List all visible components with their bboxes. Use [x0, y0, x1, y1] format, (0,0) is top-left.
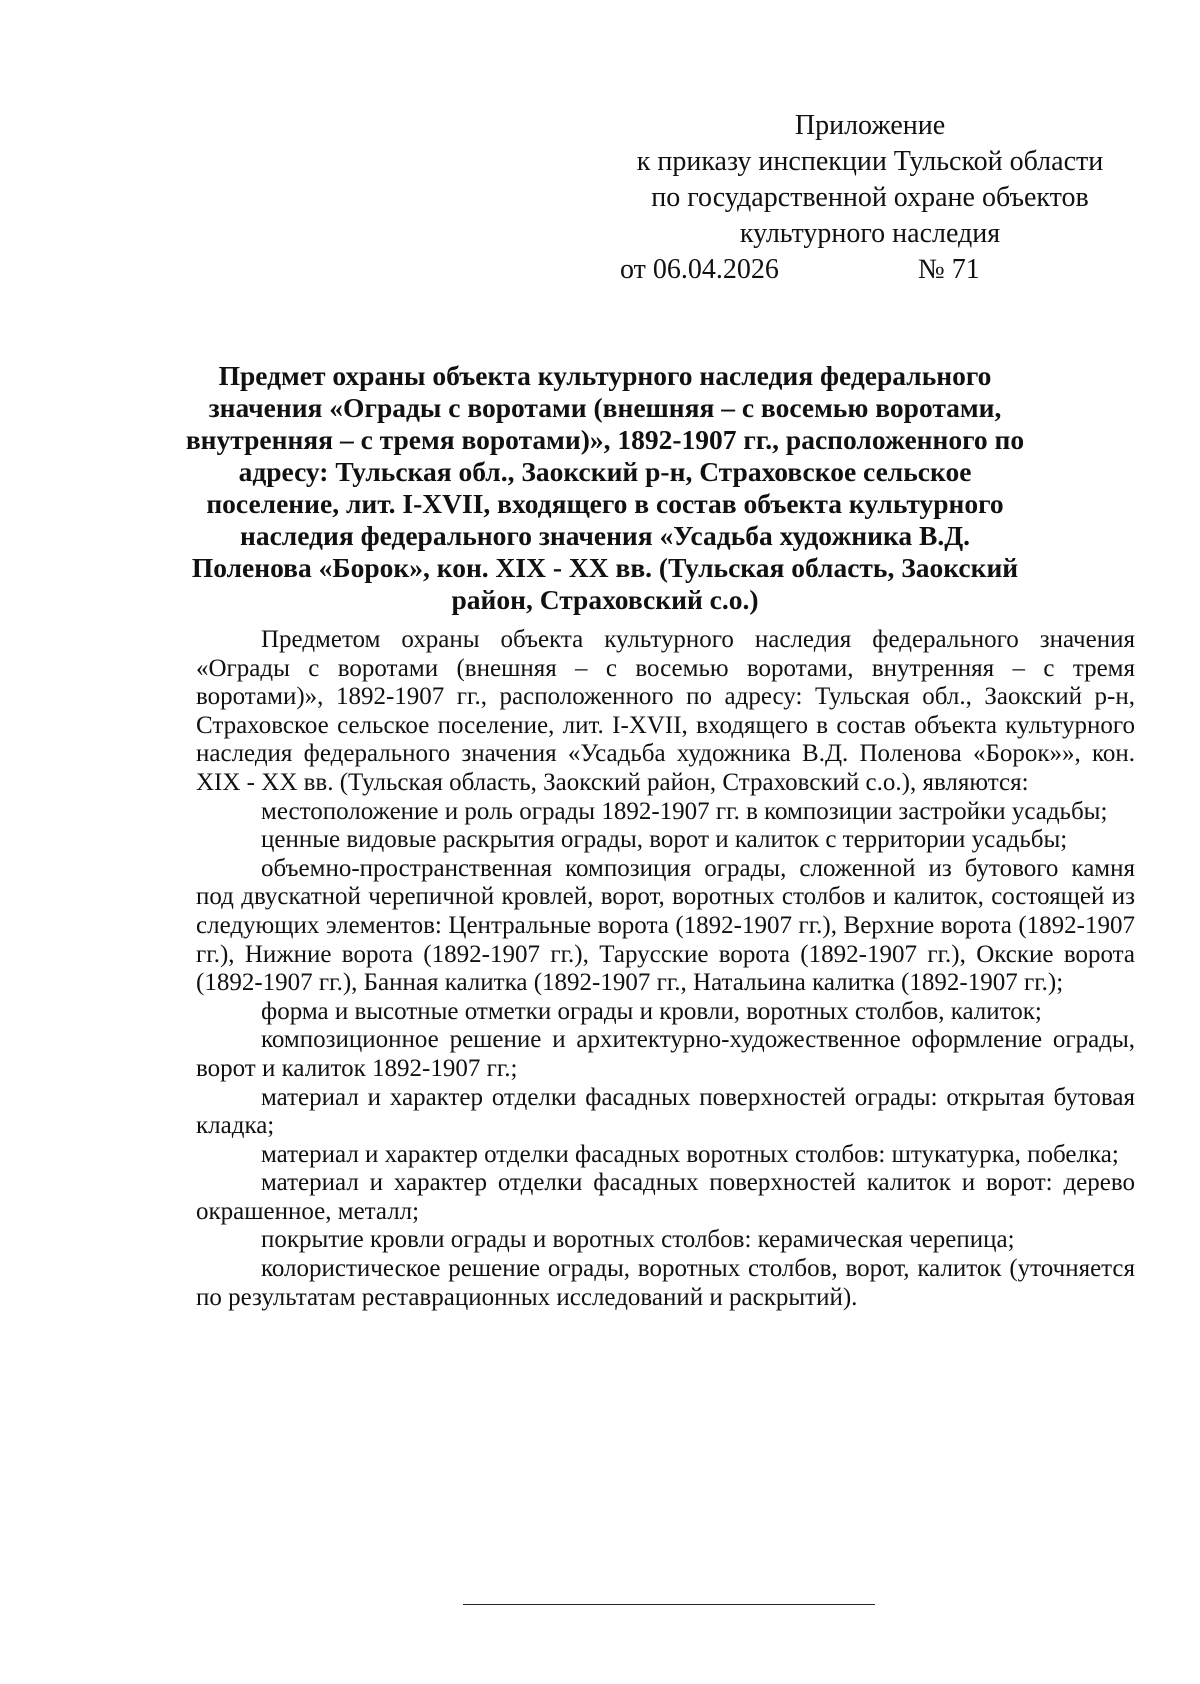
list-item-form: форма и высотные отметки ограды и кровли, воротных столбов, калиток;: [261, 997, 1042, 1025]
appendix-title: Приложение: [794, 110, 946, 141]
order-date: от 06.04.2026: [620, 254, 779, 285]
intro-paragraph: Предметом охраны объекта культурного наследия федерального значения «Ограды с воротами (внешняя – с восемью воротами, внутренняя – с тремя воротами)», 1892-1907 гг., расположенного по адресу: Тульская обл., Заокский р-н, Страховское сельское поселение, лит. I-XVII, входящего в состав объекта культурного наследия федерального значения «Усадьба художника В.Д. Поленова «Борок»», кон. XIX - XX вв. (Тульская область, Заокский район, Страховский с.о.), являются:: [196, 626, 1135, 796]
appendix-line-heritage: культурного наследия: [739, 218, 1001, 249]
appendix-header: [600, 108, 1140, 288]
list-item-fence-material: материал и характер отделки фасадных поверхностей ограды: открытая бутовая кладка;: [196, 1083, 1135, 1140]
list-item-architecture: композиционное решение и архитектурно-художественное оформление ограды, ворот и калиток 1892-1907 гг.;: [196, 1026, 1135, 1082]
list-item-coloring: колористическое решение ограды, воротных столбов, ворот, калиток (уточняется по результатам реставрационных исследований и раскрытий).: [196, 1255, 1135, 1311]
list-item-pillar-material: материал и характер отделки фасадных воротных столбов: штукатурка, побелка;: [261, 1140, 1119, 1168]
list-item-views: ценные видовые раскрытия ограды, ворот и калиток с территории усадьбы;: [261, 826, 1068, 854]
list-item-roofing: покрытие кровли ограды и воротных столбов: керамическая черепица;: [261, 1226, 1015, 1254]
appendix-date-row: [600, 252, 1140, 288]
appendix-line-order: к приказу инспекции Тульской области: [636, 146, 1104, 177]
document-title: Предмет охраны объекта культурного наследия федерального значения «Ограды с воротами (внешняя – с восемью воротами, внутренняя – с тремя воротами)», 1892-1907 гг., расположенного по адресу: Тульская обл., Заокский р-н, Страховское сельское поселение, лит. I-XVII, входящего в состав объекта культурного наследия федерального значения «Усадьба художника В.Д. Поленова «Борок», кон. XIX - XX вв. (Тульская область, Заокский район, Страховский с.о.): [185, 360, 1025, 615]
appendix-line-protection: по государственной охране объектов: [651, 182, 1089, 213]
list-item-composition: объемно-пространственная композиция ограды, сложенной из бутового камня под двускатной черепичной кровлей, ворот, воротных столбов и калиток, состоящей из следующих элементов: Центральные ворота (1892-1907 гг.), Верхние ворота (1892-1907 гг.), Нижние ворота (1892-1907 гг.), Тарусские ворота (1892-1907 гг.), Окские ворота (1892-1907 гг.), Банная калитка (1892-1907 гг., Натальина калитка (1892-1907 гг.);: [196, 854, 1135, 997]
list-item-location: местоположение и роль ограды 1892-1907 гг. в композиции застройки усадьбы;: [261, 797, 1108, 825]
closing-rule: [463, 1604, 875, 1605]
list-item-gate-material: материал и характер отделки фасадных поверхностей калиток и ворот: дерево окрашенное, металл;: [196, 1169, 1135, 1225]
document-body: [196, 626, 1135, 1312]
order-number: № 71: [918, 254, 980, 285]
